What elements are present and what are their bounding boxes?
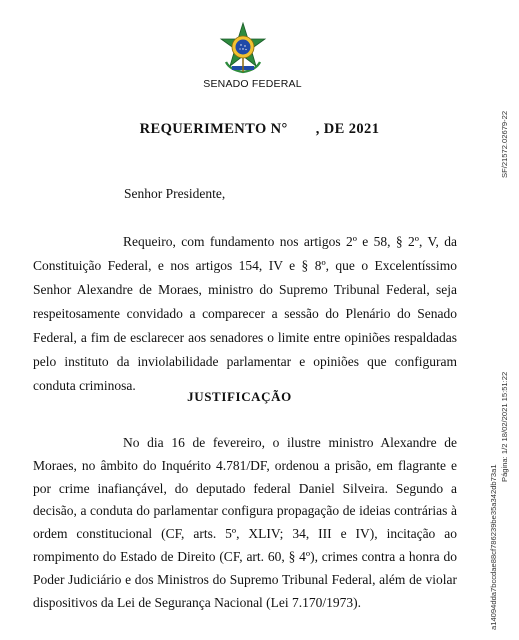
- request-paragraph: Requeiro, com fundamento nos artigos 2º e 58, § 2º, V, da Constituição Federal, e nos artigos 154, IV e § 8º, que o Excelentíssimo Senhor Alexandre de Moraes, ministro do Supremo Tribunal Federal, seja respeitosamente convidado a comparecer a sessão do Plenário do Senado Federal, a fim de esclarecer aos senadores o limite entre opiniões respaldadas pelo instituto da inviolabilidade parlamentar e opiniões que configuram conduta criminosa.: [33, 234, 457, 393]
- coat-of-arms-emblem: [218, 22, 268, 74]
- justification-heading: JUSTIFICAÇÃO: [187, 389, 292, 404]
- justification-paragraph: No dia 16 de fevereiro, o ilustre ministro Alexandre de Moraes, no âmbito do Inquérito 4.781/DF, ordenou a prisão, em flagrante e por crime inafiançável, do deputado federal Daniel Silveira. Segundo a decisão, a conduta do parlamentar configura propagação de ideias contrárias à ordem constitucional (CF, arts. 5º, XLIV; 34, III e IV), incitação ao rompimento do Estado de Direito (CF, art. 60, § 4º), crimes contra a honra do Poder Judiciário e dos Ministros do Supremo Tribunal Federal, além de violar dispositivos da Lei de Segurança Nacional (Lei 7.170/1973).: [33, 435, 457, 610]
- page-info: Página: 1/2 18/02/2021 15:51:22: [500, 371, 509, 482]
- hash-code: a14094dda7bccdae88cf786239be35a342db73a1: [489, 464, 498, 630]
- document-code: SF/21572.02679-22: [500, 110, 509, 178]
- title-suffix: , DE 2021: [315, 121, 380, 137]
- document-title: [0, 121, 519, 138]
- salutation: Senhor Presidente,: [124, 186, 226, 201]
- title-prefix: REQUERIMENTO N°: [139, 121, 288, 137]
- house-name: SENADO FEDERAL: [203, 78, 302, 90]
